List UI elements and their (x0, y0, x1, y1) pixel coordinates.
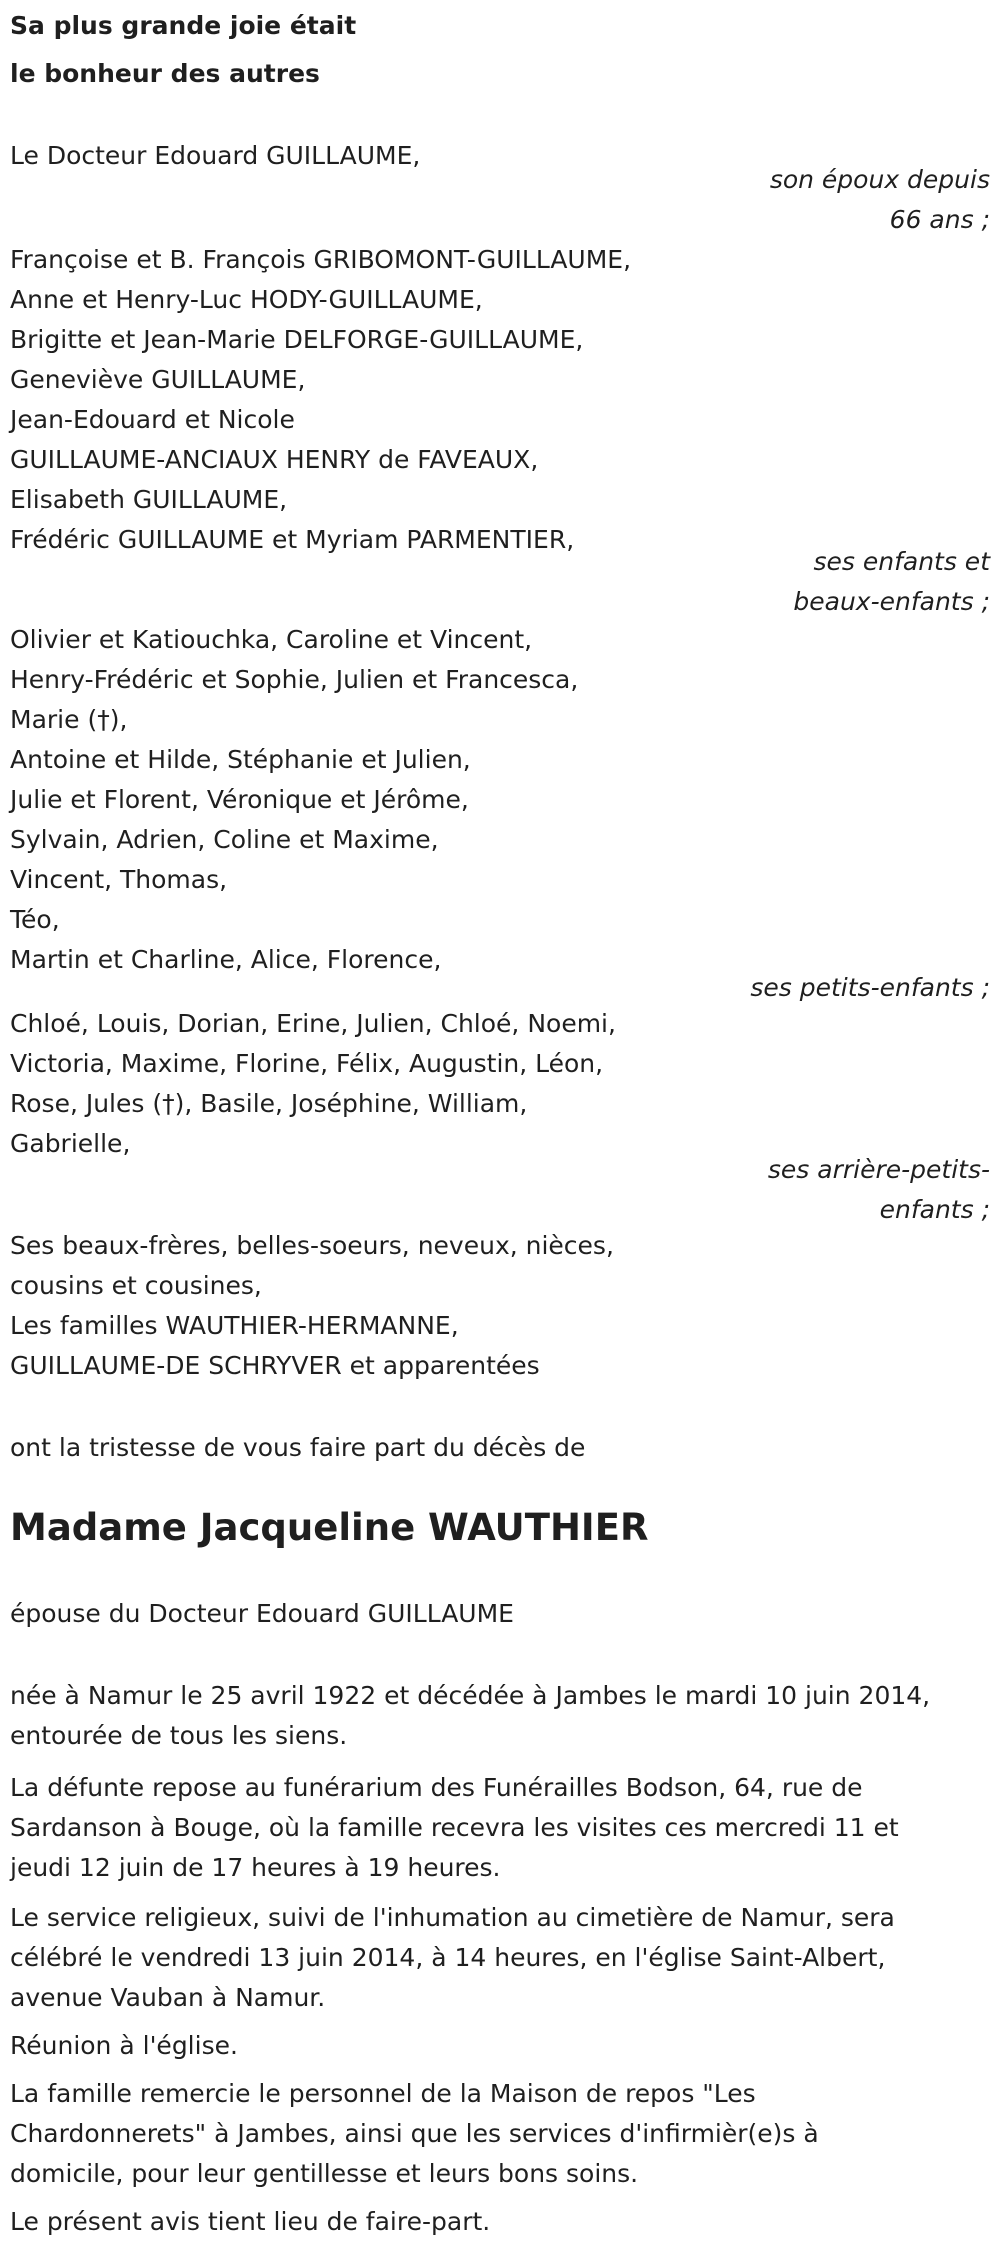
birth-death-line: entourée de tous les siens. (10, 1721, 348, 1750)
others-line: cousins et cousines, (10, 1271, 262, 1300)
spouse-name: Le Docteur Edouard GUILLAUME, (10, 141, 421, 170)
motto-line-2: le bonheur des autres (10, 59, 320, 88)
children-role-line-1: ses enfants et (813, 547, 990, 576)
grandchildren-line: Henry-Frédéric et Sophie, Julien et Francesca, (10, 665, 579, 694)
deceased-name: Madame Jacqueline WAUTHIER (10, 1506, 649, 1549)
others-line: GUILLAUME-DE SCHRYVER et apparentées (10, 1351, 540, 1380)
grandchildren-line: Julie et Florent, Véronique et Jérôme, (10, 785, 469, 814)
thanks-line: Chardonnerets" à Jambes, ainsi que les services d'infirmièr(e)s à (10, 2119, 819, 2148)
great-grandchildren-role-line-1: ses arrière-petits- (767, 1155, 990, 1184)
children-role-line-2: beaux-enfants ; (793, 587, 990, 616)
announcement: ont la tristesse de vous faire part du décès de (10, 1433, 586, 1462)
great-grandchildren-line: Chloé, Louis, Dorian, Erine, Julien, Chloé, Noemi, (10, 1009, 616, 1038)
funerarium-line: Sardanson à Bouge, où la famille recevra les visites ces mercredi 11 et (10, 1813, 899, 1842)
grandchildren-line: Martin et Charline, Alice, Florence, (10, 945, 442, 974)
great-grandchildren-role-line-2: enfants ; (879, 1195, 990, 1224)
grandchildren-line: Antoine et Hilde, Stéphanie et Julien, (10, 745, 471, 774)
great-grandchildren-line: Rose, Jules (†), Basile, Joséphine, William, (10, 1089, 528, 1118)
grandchildren-line: Marie (†), (10, 705, 128, 734)
reunion-line: Réunion à l'église. (10, 2031, 238, 2060)
deceased-relation: épouse du Docteur Edouard GUILLAUME (10, 1599, 514, 1628)
children-line: GUILLAUME-ANCIAUX HENRY de FAVEAUX, (10, 445, 539, 474)
children-line: Françoise et B. François GRIBOMONT-GUILLAUME, (10, 245, 632, 274)
children-line: Frédéric GUILLAUME et Myriam PARMENTIER, (10, 525, 575, 554)
spouse-role-line-1: son époux depuis (769, 165, 990, 194)
birth-death-line: née à Namur le 25 avril 1922 et décédée à Jambes le mardi 10 juin 2014, (10, 1681, 931, 1710)
children-line: Brigitte et Jean-Marie DELFORGE-GUILLAUME, (10, 325, 584, 354)
grandchildren-role: ses petits-enfants ; (750, 973, 990, 1002)
motto-line-1: Sa plus grande joie était (10, 11, 357, 40)
children-line: Elisabeth GUILLAUME, (10, 485, 288, 514)
grandchildren-line: Vincent, Thomas, (10, 865, 228, 894)
funerarium-line: jeudi 12 juin de 17 heures à 19 heures. (10, 1853, 501, 1882)
great-grandchildren-line: Gabrielle, (10, 1129, 131, 1158)
service-line: Le service religieux, suivi de l'inhumation au cimetière de Namur, sera (10, 1903, 895, 1932)
notice-line: Le présent avis tient lieu de faire-part. (10, 2207, 491, 2236)
great-grandchildren-line: Victoria, Maxime, Florine, Félix, Augustin, Léon, (10, 1049, 604, 1078)
others-line: Les familles WAUTHIER-HERMANNE, (10, 1311, 459, 1340)
children-line: Anne et Henry-Luc HODY-GUILLAUME, (10, 285, 483, 314)
grandchildren-line: Téo, (10, 905, 60, 934)
thanks-line: domicile, pour leur gentillesse et leurs bons soins. (10, 2159, 639, 2188)
grandchildren-line: Sylvain, Adrien, Coline et Maxime, (10, 825, 439, 854)
others-line: Ses beaux-frères, belles-soeurs, neveux, nièces, (10, 1231, 614, 1260)
spouse-role-line-2: 66 ans ; (889, 205, 990, 234)
thanks-line: La famille remercie le personnel de la Maison de repos "Les (10, 2079, 756, 2108)
funerarium-line: La défunte repose au funérarium des Funérailles Bodson, 64, rue de (10, 1773, 863, 1802)
service-line: avenue Vauban à Namur. (10, 1983, 326, 2012)
children-line: Geneviève GUILLAUME, (10, 365, 306, 394)
grandchildren-line: Olivier et Katiouchka, Caroline et Vincent, (10, 625, 533, 654)
children-line: Jean-Edouard et Nicole (10, 405, 295, 434)
service-line: célébré le vendredi 13 juin 2014, à 14 heures, en l'église Saint-Albert, (10, 1943, 886, 1972)
